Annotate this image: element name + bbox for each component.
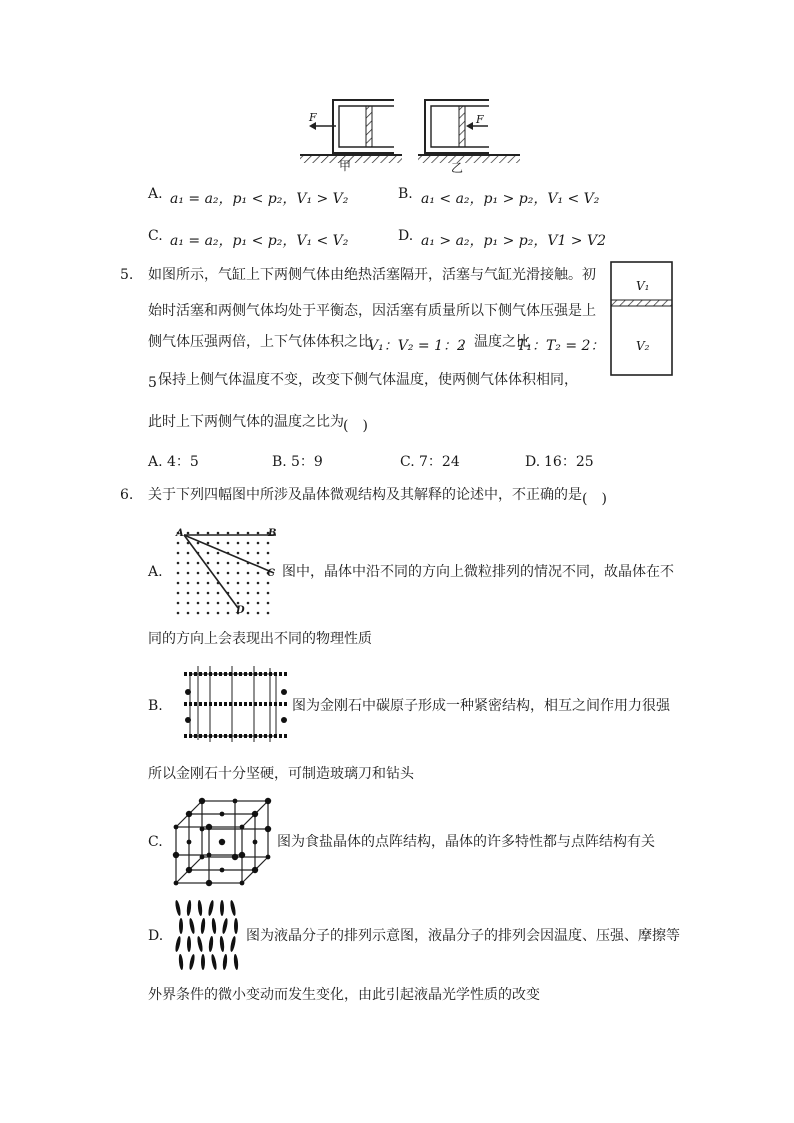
lattice-dot bbox=[247, 582, 250, 585]
ion-dot bbox=[265, 826, 271, 832]
lattice-dot bbox=[187, 582, 190, 585]
q5-option-d-letter[interactable]: D. bbox=[525, 454, 541, 470]
lattice-dot bbox=[257, 612, 260, 615]
ion-dot bbox=[174, 825, 179, 830]
lc-molecule bbox=[208, 936, 214, 952]
q4-label-yi: 乙 bbox=[451, 161, 464, 175]
ion-dot bbox=[174, 881, 179, 886]
q4-option-c-text[interactable]: a₁ = a₂，p₁ < p₂，V₁ < V₂ bbox=[170, 233, 349, 249]
lc-molecule bbox=[229, 936, 236, 952]
lattice-dot bbox=[257, 602, 260, 605]
q5-line-4a: 5 bbox=[148, 375, 157, 391]
lc-molecule bbox=[187, 936, 191, 952]
lc-molecule bbox=[200, 918, 206, 934]
ion-dot bbox=[206, 824, 212, 830]
lattice-dot bbox=[197, 612, 200, 615]
q4-option-a-text[interactable]: a₁ = a₂，p₁ < p₂，V₁ > V₂ bbox=[170, 191, 349, 207]
lattice-dot bbox=[247, 542, 250, 545]
lattice-dot bbox=[207, 552, 210, 555]
lattice-dot bbox=[237, 592, 240, 595]
ion-dot bbox=[239, 852, 245, 858]
lattice-dot bbox=[257, 552, 260, 555]
q6-answer-paren[interactable]: ( ) bbox=[582, 491, 607, 507]
ion-dot bbox=[220, 868, 225, 873]
lattice-dot bbox=[227, 562, 230, 565]
lattice-dot bbox=[207, 592, 210, 595]
q5-option-a-text[interactable]: 4：5 bbox=[167, 454, 199, 470]
ion-dot bbox=[233, 799, 238, 804]
q6-option-c-line-1: 图为食盐晶体的点阵结构，晶体的许多特性都与点阵结构有关 bbox=[277, 834, 655, 850]
ion-dot bbox=[186, 811, 192, 817]
lattice-dot bbox=[207, 572, 210, 575]
lattice-dot bbox=[217, 602, 220, 605]
q4-label-jia: 甲 bbox=[339, 159, 352, 173]
ion-dot bbox=[200, 827, 205, 832]
ion-dot bbox=[207, 853, 212, 858]
q6-number: 6. bbox=[120, 487, 134, 503]
lc-molecule bbox=[234, 918, 238, 934]
q5-option-b-letter[interactable]: B. bbox=[272, 454, 287, 470]
lattice-dot bbox=[227, 612, 230, 615]
lattice-dot bbox=[217, 552, 220, 555]
q6-d-liquid-crystal-figure bbox=[172, 898, 242, 974]
lattice-dot bbox=[177, 552, 180, 555]
lc-molecule bbox=[221, 918, 228, 934]
q6-option-a-line-2: 同的方向上会表现出不同的物理性质 bbox=[148, 631, 372, 647]
ion-dot bbox=[206, 880, 212, 886]
lc-molecule bbox=[211, 918, 217, 934]
q5-volume-ratio: V₁：V₂ = 1：2 bbox=[368, 338, 466, 354]
lc-molecule bbox=[220, 900, 224, 916]
lattice-dot bbox=[247, 612, 250, 615]
lattice-dot bbox=[237, 582, 240, 585]
lc-molecule bbox=[188, 954, 195, 970]
q6-a-fig-label-a: A bbox=[176, 528, 184, 539]
lattice-dot bbox=[227, 582, 230, 585]
lattice-dot bbox=[267, 582, 270, 585]
lattice-dot bbox=[197, 592, 200, 595]
lattice-dot bbox=[227, 532, 230, 535]
lattice-dot bbox=[197, 572, 200, 575]
q4-option-b-text[interactable]: a₁ < a₂，p₁ > p₂，V₁ < V₂ bbox=[421, 191, 600, 207]
ion-dot bbox=[252, 811, 258, 817]
lattice-dot bbox=[237, 572, 240, 575]
q6-option-b-line-2: 所以金刚石十分坚硬，可制造玻璃刀和钻头 bbox=[148, 766, 414, 782]
lattice-dot bbox=[217, 542, 220, 545]
lc-molecule bbox=[222, 954, 228, 970]
ion-dot bbox=[253, 840, 258, 845]
lc-molecule bbox=[188, 918, 195, 934]
q6-c-salt-lattice-figure bbox=[172, 797, 276, 887]
lc-molecule bbox=[174, 900, 181, 916]
lattice-dot bbox=[237, 532, 240, 535]
lattice-dot bbox=[237, 562, 240, 565]
lattice-dot bbox=[187, 612, 190, 615]
lattice-dot bbox=[197, 582, 200, 585]
q6-option-a-line-1: 图中，晶体中沿不同的方向上微粒排列的情况不同，故晶体在不 bbox=[282, 564, 674, 580]
q5-line-4b: 保持上侧气体温度不变，改变下侧气体温度，使两侧气体体积相同， bbox=[158, 372, 578, 388]
lattice-dot bbox=[227, 542, 230, 545]
q6-a-fig-label-d: D bbox=[236, 605, 245, 616]
lattice-dot bbox=[227, 602, 230, 605]
q4-option-c-letter[interactable]: C. bbox=[148, 228, 163, 244]
q5-line-3b: ，温度之比 bbox=[460, 334, 530, 350]
ion-dot bbox=[240, 881, 245, 886]
lc-molecule bbox=[207, 900, 214, 916]
lattice-dot bbox=[267, 562, 270, 565]
lattice-dot bbox=[267, 612, 270, 615]
lattice-dot bbox=[197, 602, 200, 605]
ion-dot bbox=[240, 825, 245, 830]
q6-option-a-letter[interactable]: A. bbox=[148, 564, 163, 580]
q6-option-d-line-1: 图为液晶分子的排列示意图，液晶分子的排列会因温度、压强、摩擦等 bbox=[246, 928, 680, 944]
lattice-dot bbox=[187, 552, 190, 555]
lc-molecule bbox=[233, 954, 239, 970]
q6-option-c-letter[interactable]: C. bbox=[148, 834, 163, 850]
lattice-dot bbox=[207, 562, 210, 565]
q4-option-a-letter[interactable]: A. bbox=[148, 186, 163, 202]
lattice-dot bbox=[247, 532, 250, 535]
lattice-dot bbox=[257, 542, 260, 545]
lc-molecule bbox=[196, 936, 203, 952]
q5-line-2: 始时活塞和两侧气体均处于平衡态，因活塞有质量所以下侧气体压强是上 bbox=[148, 303, 596, 319]
lc-molecule bbox=[229, 900, 236, 916]
lattice-dot bbox=[217, 612, 220, 615]
ion-dot bbox=[187, 840, 192, 845]
lattice-dot bbox=[177, 572, 180, 575]
lc-molecule bbox=[219, 936, 225, 952]
lc-molecule bbox=[201, 954, 205, 970]
q6-a-fig-label-b: B bbox=[268, 528, 277, 539]
lc-molecule bbox=[174, 936, 181, 952]
lc-molecule bbox=[178, 954, 184, 970]
ion-dot bbox=[220, 812, 225, 817]
lattice-dot bbox=[217, 532, 220, 535]
lattice-dot bbox=[237, 542, 240, 545]
q4-option-d-letter[interactable]: D. bbox=[398, 228, 414, 244]
q5-line-3a: 侧气体压强两倍，上下气体体积之比 bbox=[148, 334, 372, 350]
lattice-dot bbox=[177, 562, 180, 565]
lc-molecule bbox=[179, 918, 183, 934]
q5-line-1: 如图所示，气缸上下两侧气体由绝热活塞隔开，活塞与气缸光滑接触。初 bbox=[148, 267, 596, 283]
ion-dot bbox=[186, 867, 192, 873]
q4-option-d-text[interactable]: a₁ > a₂，p₁ > p₂，V1 > V2 bbox=[421, 233, 606, 249]
q5-option-c-text[interactable]: 7：24 bbox=[419, 454, 460, 470]
q6-option-b-line-1: 图为金刚石中碳原子形成一种紧密结构，相互之间作用力很强 bbox=[292, 698, 670, 714]
q5-line-5: 此时上下两侧气体的温度之比为 bbox=[148, 414, 344, 430]
q5-answer-paren[interactable]: ( ) bbox=[343, 418, 368, 434]
lattice-dot bbox=[177, 602, 180, 605]
lattice-dot bbox=[247, 592, 250, 595]
q6-option-d-line-2: 外界条件的微小变动而发生变化，由此引起液晶光学性质的改变 bbox=[148, 987, 540, 1003]
q5-number: 5. bbox=[120, 267, 134, 283]
lattice-dot bbox=[267, 592, 270, 595]
lattice-dot bbox=[187, 532, 190, 535]
lattice-dot bbox=[177, 612, 180, 615]
lattice-dot bbox=[197, 562, 200, 565]
lattice-dot bbox=[177, 582, 180, 585]
lattice-dot bbox=[247, 602, 250, 605]
lc-molecule bbox=[186, 900, 192, 916]
ion-dot bbox=[266, 855, 271, 860]
lattice-dot bbox=[207, 612, 210, 615]
q5-temperature-ratio: T₁：T₂ = 2： bbox=[517, 338, 605, 354]
lattice-dot bbox=[207, 532, 210, 535]
lattice-dot bbox=[247, 552, 250, 555]
lattice-dot bbox=[217, 562, 220, 565]
q4-force-label-right: F bbox=[476, 113, 484, 126]
lattice-dot bbox=[177, 542, 180, 545]
q6-a-fig-label-c: C bbox=[267, 568, 275, 579]
q5-option-c-letter[interactable]: C. bbox=[400, 454, 415, 470]
ion-dot bbox=[232, 854, 238, 860]
q5-option-a-letter[interactable]: A. bbox=[148, 454, 163, 470]
lattice-dot bbox=[217, 592, 220, 595]
lattice-dot bbox=[257, 562, 260, 565]
ion-dot bbox=[219, 839, 225, 845]
lattice-dot bbox=[177, 592, 180, 595]
q6-option-b-letter[interactable]: B. bbox=[148, 698, 163, 714]
lattice-dot bbox=[257, 592, 260, 595]
q6-b-diamond-structure-figure bbox=[180, 662, 292, 746]
lattice-dot bbox=[267, 602, 270, 605]
lattice-dot bbox=[217, 572, 220, 575]
lattice-dot bbox=[187, 562, 190, 565]
q4-force-label-left: F bbox=[309, 111, 317, 124]
lattice-dot bbox=[257, 572, 260, 575]
lattice-dot bbox=[207, 582, 210, 585]
lattice-dot bbox=[197, 532, 200, 535]
lattice-dot bbox=[207, 602, 210, 605]
q6-stem: 关于下列四幅图中所涉及晶体微观结构及其解释的论述中，不正确的是 bbox=[148, 487, 582, 503]
ion-dot bbox=[173, 852, 179, 858]
q5-fig-v2: V₂ bbox=[636, 339, 650, 353]
lattice-dot bbox=[227, 572, 230, 575]
ion-dot bbox=[199, 798, 205, 804]
lattice-dot bbox=[257, 582, 260, 585]
q5-option-b-text[interactable]: 5：9 bbox=[291, 454, 323, 470]
lattice-dot bbox=[187, 602, 190, 605]
ion-dot bbox=[252, 867, 258, 873]
q5-option-d-text[interactable]: 16：25 bbox=[544, 454, 594, 470]
ion-dot bbox=[265, 798, 271, 804]
ion-dot bbox=[200, 855, 205, 860]
lattice-dot bbox=[187, 572, 190, 575]
lattice-dot bbox=[247, 572, 250, 575]
lc-molecule bbox=[197, 900, 203, 916]
lc-molecule bbox=[210, 954, 217, 970]
lattice-dot bbox=[267, 552, 270, 555]
lattice-dot bbox=[257, 532, 260, 535]
lattice-dot bbox=[237, 552, 240, 555]
q6-option-d-letter[interactable]: D. bbox=[148, 928, 164, 944]
lattice-dot bbox=[187, 592, 190, 595]
q4-option-b-letter[interactable]: B. bbox=[398, 186, 413, 202]
q5-fig-v1: V₁ bbox=[636, 279, 650, 293]
lattice-dot bbox=[267, 542, 270, 545]
